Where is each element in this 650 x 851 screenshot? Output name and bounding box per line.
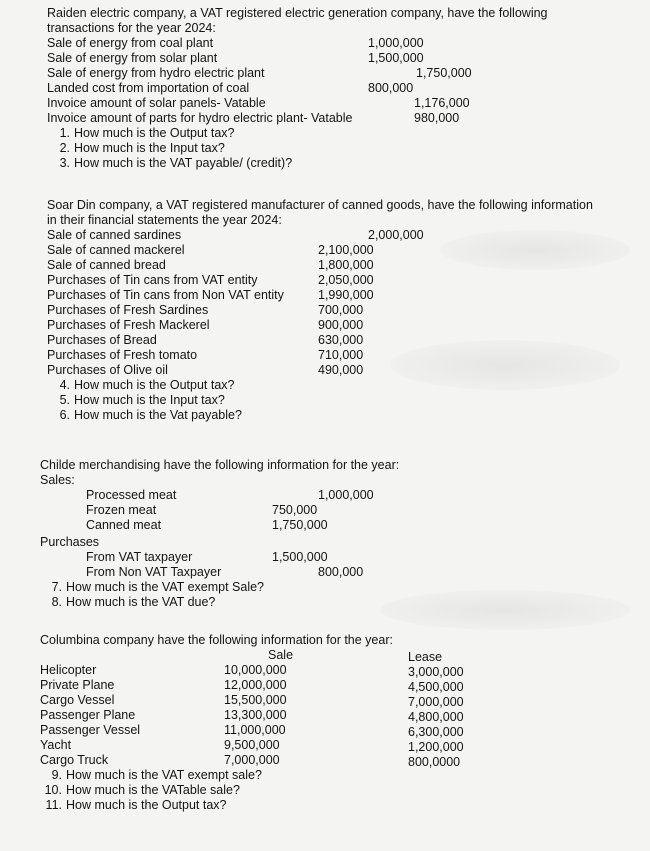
raiden-value-hydro: 1,750,000 [416,66,472,80]
soar-value-fresh-mackerel: 900,000 [318,318,364,332]
columbina-lease-cargo-truck: 800,0000 [408,755,461,769]
columbina-sale-yacht: 9,500,000 [224,738,280,752]
childe-purchases-label: Purchases [40,535,100,549]
soar-label-sardines: Sale of canned sardines [47,228,182,242]
columbina-lease-cargo-vessel: 7,000,000 [408,695,464,709]
soar-label-mackerel: Sale of canned mackerel [47,243,185,257]
question-6: 6. How much is the Vat payable? [59,408,242,422]
soar-value-sardines: 2,000,000 [368,228,424,242]
columbina-label-yacht: Yacht [40,738,72,752]
raiden-value-hydro-parts: 980,000 [414,111,460,125]
soar-intro-line2: in their financial statements the year 2024: [47,213,282,227]
soar-value-tomato: 710,000 [318,348,364,362]
raiden-label-landed-coal: Landed cost from importation of coal [47,81,250,95]
question-7: 7. How much is the VAT exempt Sale? [51,580,265,594]
raiden-label-hydro-parts: Invoice amount of parts for hydro electric plant- Vatable [47,111,353,125]
question-2: 2. How much is the Input tax? [59,141,225,155]
columbina-intro: Columbina company have the following information for the year: [40,633,393,647]
columbina-lease-yacht: 1,200,000 [408,740,464,754]
childe-value-processed: 1,000,000 [318,488,374,502]
soar-value-tin-vat: 2,050,000 [318,273,374,287]
childe-label-canned: Canned meat [86,518,162,532]
columbina-label-passenger-plane: Passenger Plane [40,708,136,722]
childe-value-frozen: 750,000 [272,503,318,517]
childe-value-from-vat: 1,500,000 [272,550,328,564]
soar-label-tin-vat: Purchases of Tin cans from VAT entity [47,273,258,287]
soar-label-bread: Sale of canned bread [47,258,166,272]
soar-label-tin-nonvat: Purchases of Tin cans from Non VAT entity [47,288,284,302]
soar-label-purch-bread: Purchases of Bread [47,333,157,347]
childe-label-processed: Processed meat [86,488,177,502]
childe-value-from-nonvat: 800,000 [318,565,364,579]
soar-value-olive-oil: 490,000 [318,363,364,377]
raiden-value-solar-panels: 1,176,000 [414,96,470,110]
soar-label-fresh-sardines: Purchases of Fresh Sardines [47,303,209,317]
raiden-value-coal: 1,000,000 [368,36,424,50]
childe-label-from-nonvat: From Non VAT Taxpayer [86,565,222,579]
question-8: 8. How much is the VAT due? [51,595,216,609]
columbina-sale-cargo-truck: 7,000,000 [224,753,280,767]
raiden-intro-line2: transactions for the year 2024: [47,21,216,35]
soar-label-tomato: Purchases of Fresh tomato [47,348,198,362]
question-10: 10. How much is the VATable sale? [44,783,240,797]
columbina-sale-passenger-vessel: 11,000,000 [224,723,286,737]
raiden-label-solar: Sale of energy from solar plant [47,51,218,65]
soar-label-fresh-mackerel: Purchases of Fresh Mackerel [47,318,210,332]
columbina-label-helicopter: Helicopter [40,663,97,677]
soar-value-mackerel: 2,100,000 [318,243,374,257]
childe-label-from-vat: From VAT taxpayer [86,550,193,564]
question-1: 1. How much is the Output tax? [59,126,235,140]
columbina-sale-private-plane: 12,000,000 [224,678,287,692]
raiden-value-landed-coal: 800,000 [368,81,414,95]
question-3: 3. How much is the VAT payable/ (credit)? [59,156,293,170]
columbina-label-cargo-vessel: Cargo Vessel [40,693,115,707]
raiden-label-coal: Sale of energy from coal plant [47,36,214,50]
raiden-value-solar: 1,500,000 [368,51,424,65]
soar-value-fresh-sardines: 700,000 [318,303,364,317]
columbina-col-sale: Sale [268,648,294,662]
columbina-lease-passenger-plane: 4,800,000 [408,710,464,724]
childe-label-frozen: Frozen meat [86,503,157,517]
soar-value-purch-bread: 630,000 [318,333,364,347]
childe-value-canned: 1,750,000 [272,518,328,532]
question-11: 11. How much is the Output tax? [45,798,227,812]
childe-sales-label: Sales: [40,473,75,487]
raiden-intro-line1: Raiden electric company, a VAT registered electric generation company, have the following [47,6,548,20]
columbina-lease-private-plane: 4,500,000 [408,680,464,694]
question-9: 9. How much is the VAT exempt sale? [51,768,262,782]
columbina-lease-passenger-vessel: 6,300,000 [408,725,464,739]
question-4: 4. How much is the Output tax? [59,378,235,392]
columbina-sale-passenger-plane: 13,300,000 [224,708,287,722]
columbina-label-cargo-truck: Cargo Truck [40,753,109,767]
soar-value-bread: 1,800,000 [318,258,374,272]
columbina-sale-cargo-vessel: 15,500,000 [224,693,287,707]
columbina-col-lease: Lease [408,650,443,664]
soar-value-tin-nonvat: 1,990,000 [318,288,374,302]
columbina-lease-helicopter: 3,000,000 [408,665,464,679]
columbina-sale-helicopter: 10,000,000 [224,663,287,677]
columbina-label-private-plane: Private Plane [40,678,115,692]
soar-intro-line1: Soar Din company, a VAT registered manufacturer of canned goods, have the following information [47,198,593,212]
raiden-label-hydro: Sale of energy from hydro electric plant [47,66,265,80]
raiden-label-solar-panels: Invoice amount of solar panels- Vatable [47,96,266,110]
columbina-label-passenger-vessel: Passenger Vessel [40,723,141,737]
question-5: 5. How much is the Input tax? [59,393,225,407]
childe-intro: Childe merchandising have the following information for the year: [40,458,400,472]
soar-label-olive-oil: Purchases of Olive oil [47,363,168,377]
